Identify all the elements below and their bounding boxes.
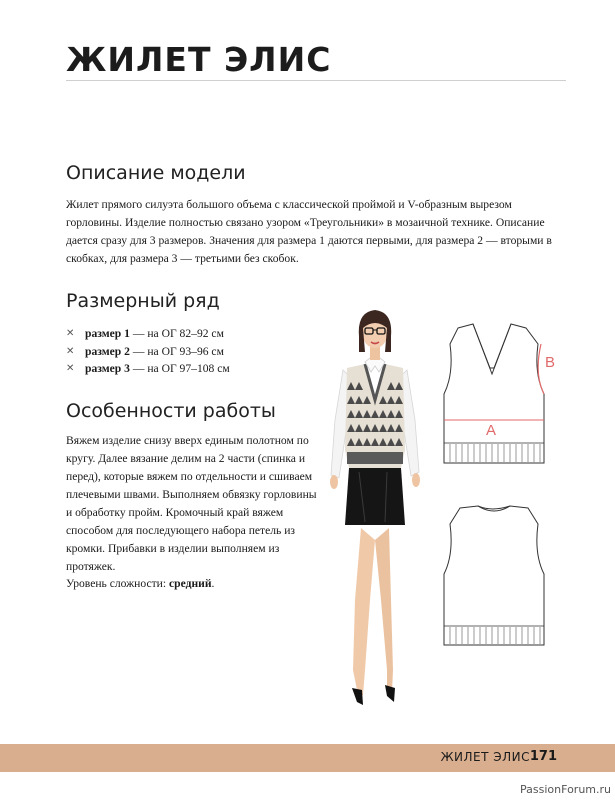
features-text: Вяжем изделие снизу вверх единым полотном по кругу. Далее вязание делим на 2 части (спинка и перед), которые вяжем по отдельности и сшиваем плечевыми швами. Выполняем обвязку горловины и обработку пройм. Кромочный край вяжем способом для последующего набора петель из кромки. Прибавки в изделии выполняем из протяжек. <box>66 434 317 573</box>
watermark: PassionForum.ru <box>520 783 611 796</box>
cross-bullet-icon: ✕ <box>66 345 75 357</box>
size-label: размер 2 <box>85 344 130 358</box>
cross-bullet-icon: ✕ <box>66 328 75 339</box>
footer-title: ЖИЛЕТ ЭЛИС <box>440 750 530 764</box>
difficulty-label: Уровень сложности: <box>66 577 170 590</box>
features-heading: Особенности работы <box>66 400 276 422</box>
sizes-heading: Размерный ряд <box>66 290 220 312</box>
size-value: — на ОГ 82–92 см <box>129 327 224 340</box>
measure-label-b: B <box>545 354 556 371</box>
size-label: размер 3 <box>85 362 130 375</box>
page-title: ЖИЛЕТ ЭЛИС <box>66 40 332 79</box>
vest-back-diagram <box>438 500 558 650</box>
page-number: 171 <box>529 749 557 764</box>
vest-front-diagram <box>438 318 558 468</box>
model-illustration <box>325 300 425 710</box>
size-value: — на ОГ 97–108 см <box>129 362 230 375</box>
description-heading: Описание модели <box>66 162 246 184</box>
size-item <box>66 360 230 378</box>
title-divider <box>66 80 566 81</box>
cross-bullet-icon: ✕ <box>66 363 75 374</box>
sizes-list <box>66 325 230 378</box>
difficulty-end: . <box>211 577 215 590</box>
measure-label-a: A <box>486 422 497 439</box>
size-value: — на ОГ 93–96 см <box>129 344 224 358</box>
difficulty-line <box>66 575 318 593</box>
size-label: размер 1 <box>85 327 130 340</box>
description-text: Жилет прямого силуэта большого объема с классической проймой и V-образным вырезом горловины. Изделие полностью связано узором «Треугольники» в мозаичной технике. Описание дается сразу для 3 размеров. Значения для размера 1 даются первыми, для размера 2 — вторыми в скобках, для размера 3 — третьими без скобок. <box>66 198 552 265</box>
difficulty-value: средний <box>169 577 212 590</box>
size-item <box>66 343 230 361</box>
size-item <box>66 325 230 343</box>
